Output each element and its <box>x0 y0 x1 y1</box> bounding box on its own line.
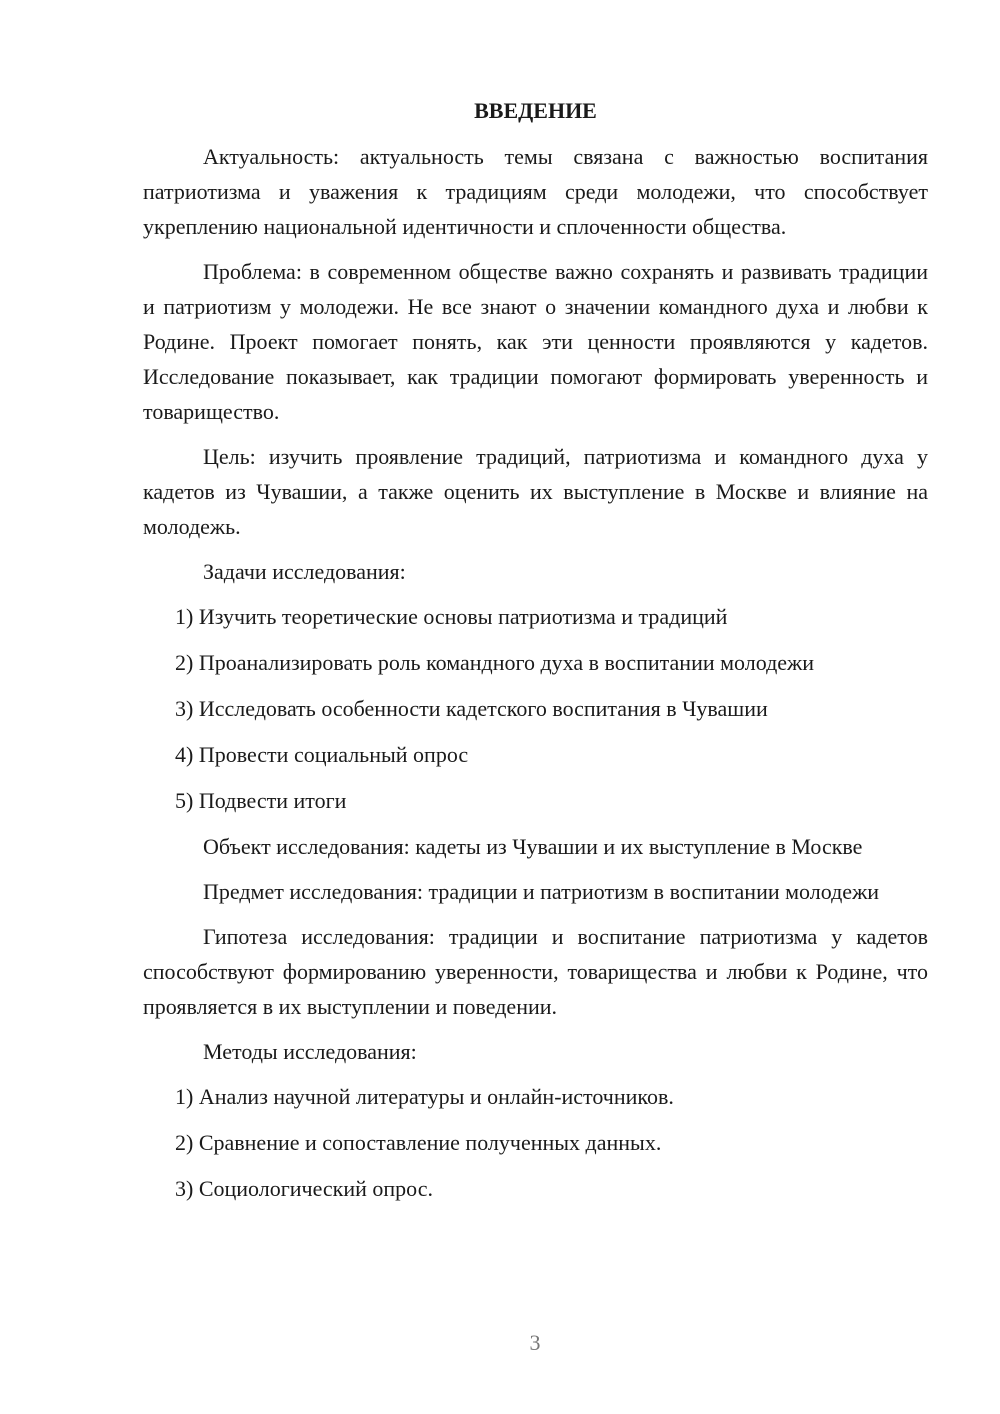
relevance-paragraph: Актуальность: актуальность темы связана с важностью воспитания патриотизма и уважения к традициям среди молодежи, что способствует укреплению национальной идентичности и сплоченности общества. <box>143 144 928 239</box>
methods-heading: Методы исследования: <box>203 1039 417 1064</box>
tasks-list <box>143 599 928 818</box>
subject-paragraph: Предмет исследования: традиции и патриотизм в воспитании молодежи <box>203 879 880 904</box>
problem-paragraph: Проблема: в современном обществе важно сохранять и развивать традиции и патриотизм у молодежи. Не все знают о значении командного духа и любви к Родине. Проект помогает понять, как эти ценности проявляются у кадетов. Исследование показывает, как традиции помогают формировать уверенность и товарищество. <box>143 259 928 424</box>
page-number: 3 <box>529 1330 541 1355</box>
task-item-5: 5) Подвести итоги <box>175 788 347 813</box>
tasks-heading: Задачи исследования: <box>203 559 406 584</box>
methods-list <box>143 1079 928 1206</box>
task-item-2: 2) Проанализировать роль командного духа в воспитании молодежи <box>175 650 815 675</box>
document-page <box>143 92 928 1217</box>
method-item-3: 3) Социологический опрос. <box>175 1176 433 1201</box>
method-item-1: 1) Анализ научной литературы и онлайн-источников. <box>175 1084 674 1109</box>
hypothesis-paragraph: Гипотеза исследования: традиции и воспитание патриотизма у кадетов способствуют формированию уверенности, товарищества и любви к Родине, что проявляется в их выступлении и поведении. <box>143 924 928 1019</box>
task-item-1: 1) Изучить теоретические основы патриотизма и традиций <box>175 604 728 629</box>
method-item-2: 2) Сравнение и сопоставление полученных данных. <box>175 1130 662 1155</box>
task-item-3: 3) Исследовать особенности кадетского воспитания в Чувашии <box>175 696 768 721</box>
object-paragraph: Объект исследования: кадеты из Чувашии и их выступление в Москве <box>203 834 863 859</box>
section-title: ВВЕДЕНИЕ <box>474 98 597 123</box>
task-item-4: 4) Провести социальный опрос <box>175 742 469 767</box>
goal-paragraph: Цель: изучить проявление традиций, патриотизма и командного духа у кадетов из Чувашии, а также оценить их выступление в Москве и влияние на молодежь. <box>143 444 928 539</box>
